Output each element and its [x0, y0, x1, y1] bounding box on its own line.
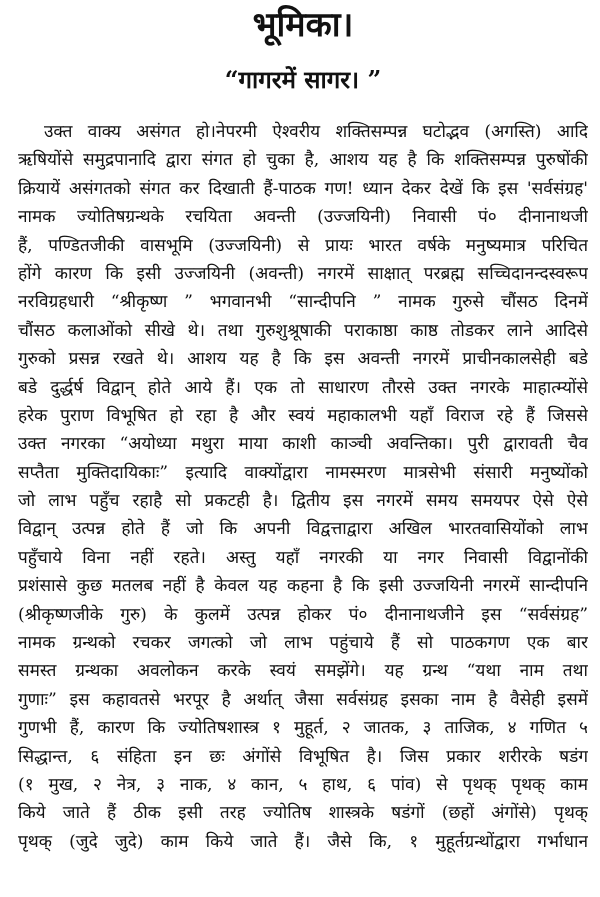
text-line: ऋषियोंसे समुद्रपानादि द्वारा संगत हो चुका है, आशय यह है कि शक्तिसम्पन्न पुरुषोंकी [18, 150, 588, 171]
text-line: नामक ज्योतिषग्रन्थके रचयिता अवन्ती (उज्जयिनी) निवासी पं० दीनानाथजी [18, 207, 588, 228]
text-line: पृथक् (जुदे जुदे) काम किये जाते हैं। जैसे कि, १ मुहूर्तग्रन्थोंद्वारा गर्भाधान [18, 831, 588, 852]
page-subtitle: “गागरमें सागर। ” [224, 65, 382, 94]
page-title: भूमिका। [252, 5, 354, 45]
text-line: गुणाः” इस कहावतसे भरपूर है अर्थात् जैसा सर्वसंग्रह इसका नाम है वैसेही इसमें [18, 689, 588, 710]
text-line: सिद्धान्त, ६ संहिता इन छः अंगोंसे विभूषित है। जिस प्रकार शरीरके षडंग [18, 746, 588, 767]
text-line: समस्त ग्रन्थका अवलोकन करके स्वयं समझेंगे। यह ग्रन्थ “यथा नाम तथा [18, 661, 588, 682]
text-line: सप्तैता मुक्तिदायिकाः” इत्यादि वाक्योंद्वारा नामस्मरण मात्रसेभी संसारी मनुष्योंको [18, 462, 588, 483]
text-line: होंगे कारण कि इसी उज्जयिनी (अवन्ती) नगरमें साक्षात् परब्रह्म सच्चिदानन्दस्वरूप [18, 263, 588, 284]
text-line: बडे दुर्द्धर्ष विद्वान् होते आये हैं। एक तो साधारण तौरसे उक्त नगरके माहात्म्योंसे [18, 377, 588, 398]
text-line: क्रियायें असंगतको संगत कर दिखाती हैं-पाठक गण! ध्यान देकर देखें कि इस 'सर्वसंग्रह' [18, 178, 588, 199]
text-line: (श्रीकृष्णजीके गुरु) के कुलमें उत्पन्न होकर पं० दीनानाथजीने इस “सर्वसंग्रह” [18, 604, 588, 625]
text-line: गुरुको प्रसन्न रखते थे। आशय यह है कि इस अवन्ती नगरमें प्राचीनकालसेही बडे [18, 349, 588, 370]
text-line: चौंसठ कलाओंको सीखे थे। तथा गुरुशुश्रूषाकी पराकाष्ठा काष्ठ तोडकर लाने आदिसे [18, 320, 588, 341]
text-line: उक्त नगरका “अयोध्या मथुरा माया काशी काञ्ची अवन्तिका। पुरी द्वारावती चैव [18, 434, 588, 455]
text-line: हैं, पण्डितजीकी वासभूमि (उज्जयिनी) से प्रायः भारत वर्षके मनुष्यमात्र परिचित [18, 235, 588, 256]
text-line: जो लाभ पहुँच रहाहै सो प्रकटही है। द्वितीय इस नगरमें समय समयपर ऐसे ऐसे [18, 491, 588, 512]
text-line: (१ मुख, २ नेत्र, ३ नाक, ४ कान, ५ हाथ, ६ पांव) से पृथक् पृथक् काम [18, 774, 588, 795]
text-line: उक्त वाक्य असंगत हो।नेपरमी ऐश्वरीय शक्तिसम्पन्न घटोद्भव (अगस्ति) आदि [44, 122, 588, 142]
body-text [18, 118, 588, 856]
text-line: नरविग्रहधारी “श्रीकृष्ण ” भगवानभी “सान्दीपनि ” नामक गुरुसे चौंसठ दिनमें [18, 292, 588, 313]
text-line: विद्वान् उत्पन्न होते हैं जो कि अपनी विद्वत्ताद्वारा अखिल भारतवासियोंको लाभ [18, 519, 588, 540]
text-line: नामक ग्रन्थको रचकर जगत्को जो लाभ पहुंचाये हैं सो पाठकगण एक बार [18, 633, 588, 654]
text-line: हरेक पुराण विभूषित हो रहा है और स्वयं महाकालभी यहाँ विराज रहे हैं जिससे [18, 405, 588, 426]
text-line: प्रशंसासे कुछ मतलब नहीं है केवल यह कहना है कि इसी उज्जयिनी नगरमें सान्दीपनि [18, 576, 588, 597]
text-line: पहुँचाये विना नहीं रहते। अस्तु यहाँ नगरकी या नगर निवासी विद्वानोंकी [18, 547, 588, 568]
text-line: गुणभी हैं, कारण कि ज्योतिषशास्त्र १ मुहूर्त, २ जातक, ३ ताजिक, ४ गणित ५ [18, 718, 588, 739]
text-line: किये जाते हैं ठीक इसी तरह ज्योतिष शास्त्रके षडंगों (छहों अंगोंसे) पृथक् [18, 803, 588, 824]
